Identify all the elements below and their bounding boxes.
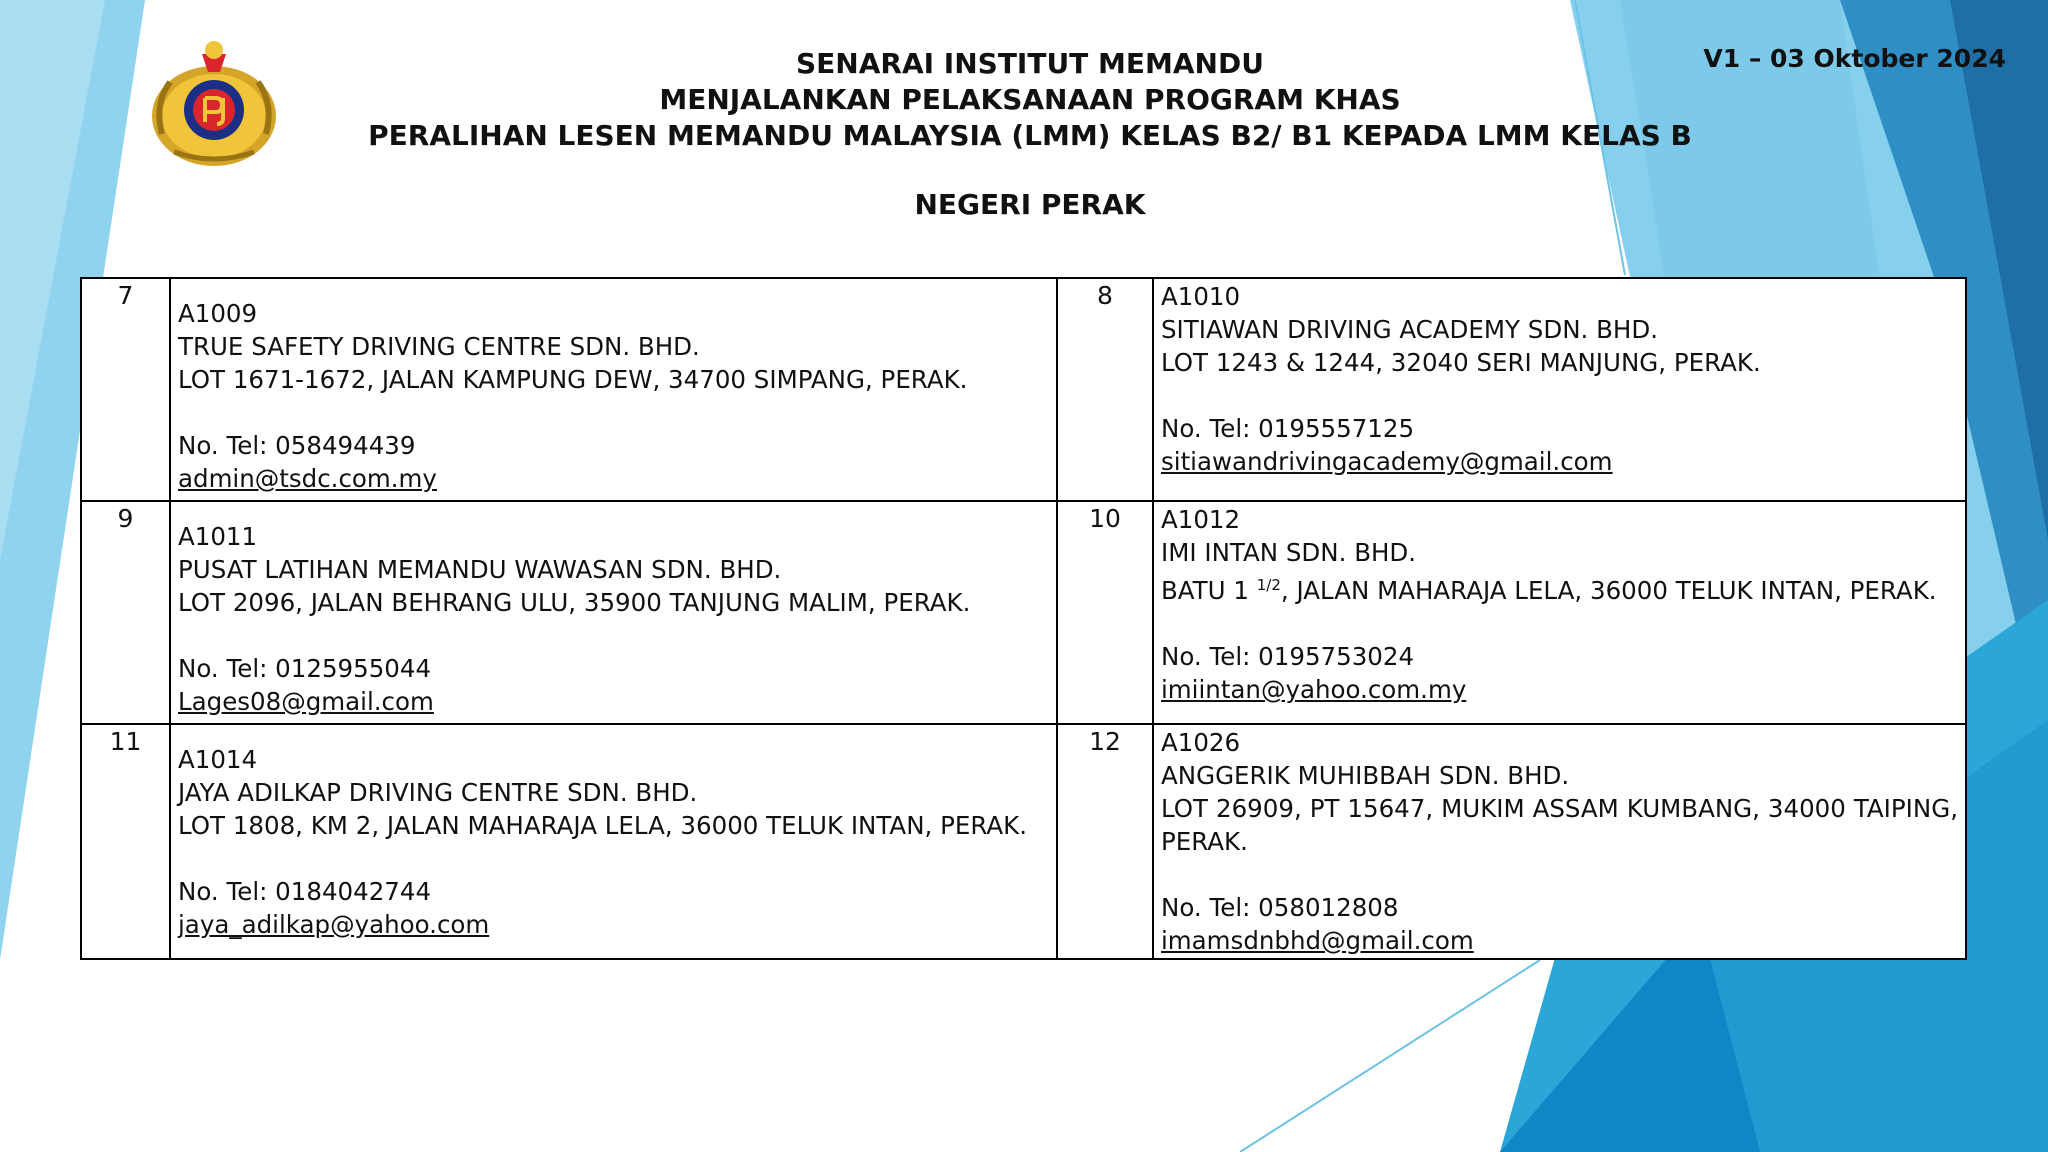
entry-number: 10	[1057, 501, 1153, 724]
title-line-2: MENJALANKAN PELAKSANAAN PROGRAM KHAS	[659, 83, 1401, 116]
entry-cell	[170, 278, 1057, 501]
entry-address-part: , JALAN MAHARAJA LELA, 36000 TELUK INTAN, PERAK.	[1280, 576, 1937, 606]
list-item	[1155, 503, 1964, 706]
entry-name: PUSAT LATIHAN MEMANDU WAWASAN SDN. BHD.	[178, 555, 782, 584]
title-line-1: SENARAI INSTITUT MEMANDU	[796, 47, 1264, 80]
entry-address: LOT 2096, JALAN BEHRANG ULU, 35900 TANJUNG MALIM, PERAK.	[178, 588, 971, 617]
entry-tel: No. Tel: 0195753024	[1161, 642, 1415, 672]
entry-cell	[170, 501, 1057, 724]
entry-number: 12	[1057, 724, 1153, 959]
list-item	[172, 726, 1055, 941]
entry-code: A1010	[1161, 282, 1241, 311]
entry-email-link[interactable]: sitiawandrivingacademy@gmail.com	[1161, 447, 1613, 476]
list-item	[172, 503, 1055, 718]
entry-tel: No. Tel: 058012808	[1161, 893, 1399, 922]
entry-address: LOT 1671-1672, JALAN KAMPUNG DEW, 34700 SIMPANG, PERAK.	[178, 365, 968, 394]
entry-address-fraction: 1/2	[1256, 576, 1281, 594]
entry-number: 9	[81, 501, 170, 724]
list-item	[1155, 280, 1964, 478]
page-title	[260, 46, 1800, 154]
entry-address: LOT 1243 & 1244, 32040 SERI MANJUNG, PERAK.	[1161, 348, 1761, 377]
entry-email-link[interactable]: Lages08@gmail.com	[178, 687, 434, 716]
entry-name: JAYA ADILKAP DRIVING CENTRE SDN. BHD.	[178, 778, 698, 807]
entry-name: SITIAWAN DRIVING ACADEMY SDN. BHD.	[1161, 315, 1658, 344]
entry-address: LOT 26909, PT 15647, MUKIM ASSAM KUMBANG, 34000 TAIPING, PERAK.	[1161, 794, 1958, 856]
entry-address: LOT 1808, KM 2, JALAN MAHARAJA LELA, 36000 TELUK INTAN, PERAK.	[178, 811, 1027, 840]
entry-email-link[interactable]: jaya_adilkap@yahoo.com	[178, 910, 490, 939]
entry-cell	[1153, 724, 1966, 959]
entry-cell	[170, 724, 1057, 959]
entry-email-link[interactable]: imiintan@yahoo.com.my	[1161, 675, 1467, 705]
entry-number: 7	[81, 278, 170, 501]
entry-cell	[1153, 501, 1966, 724]
entry-code: A1009	[178, 299, 258, 328]
table-row	[81, 501, 1966, 724]
entry-tel: No. Tel: 0184042744	[178, 877, 432, 906]
entry-number: 11	[81, 724, 170, 959]
entry-address-part: BATU 1	[1161, 576, 1257, 606]
entry-tel: No. Tel: 0125955044	[178, 654, 432, 683]
table-row	[81, 278, 1966, 501]
entry-code: A1014	[178, 745, 258, 774]
entry-tel: No. Tel: 0195557125	[1161, 414, 1415, 443]
entry-email-link[interactable]: imamsdnbhd@gmail.com	[1161, 926, 1474, 955]
version-label: V1 – 03 Oktober 2024	[1703, 44, 2006, 73]
state-heading: NEGERI PERAK	[914, 188, 1146, 221]
entry-number: 8	[1057, 278, 1153, 501]
title-line-3: PERALIHAN LESEN MEMANDU MALAYSIA (LMM) KELAS B2/ B1 KEPADA LMM KELAS B	[368, 119, 1692, 152]
entry-code: A1012	[1161, 505, 1241, 534]
list-item	[1155, 726, 1964, 957]
list-item	[172, 280, 1055, 495]
table-row	[81, 724, 1966, 959]
entry-tel: No. Tel: 058494439	[178, 431, 416, 460]
entry-name: ANGGERIK MUHIBBAH SDN. BHD.	[1161, 761, 1570, 790]
entry-name: TRUE SAFETY DRIVING CENTRE SDN. BHD.	[178, 332, 700, 361]
entry-email-link[interactable]: admin@tsdc.com.my	[178, 464, 437, 493]
entry-code: A1011	[178, 522, 258, 551]
institute-table	[80, 277, 1967, 960]
entry-cell	[1153, 278, 1966, 501]
entry-name: IMI INTAN SDN. BHD.	[1161, 538, 1417, 567]
entry-code: A1026	[1161, 728, 1241, 757]
entry-address	[1161, 569, 1958, 607]
